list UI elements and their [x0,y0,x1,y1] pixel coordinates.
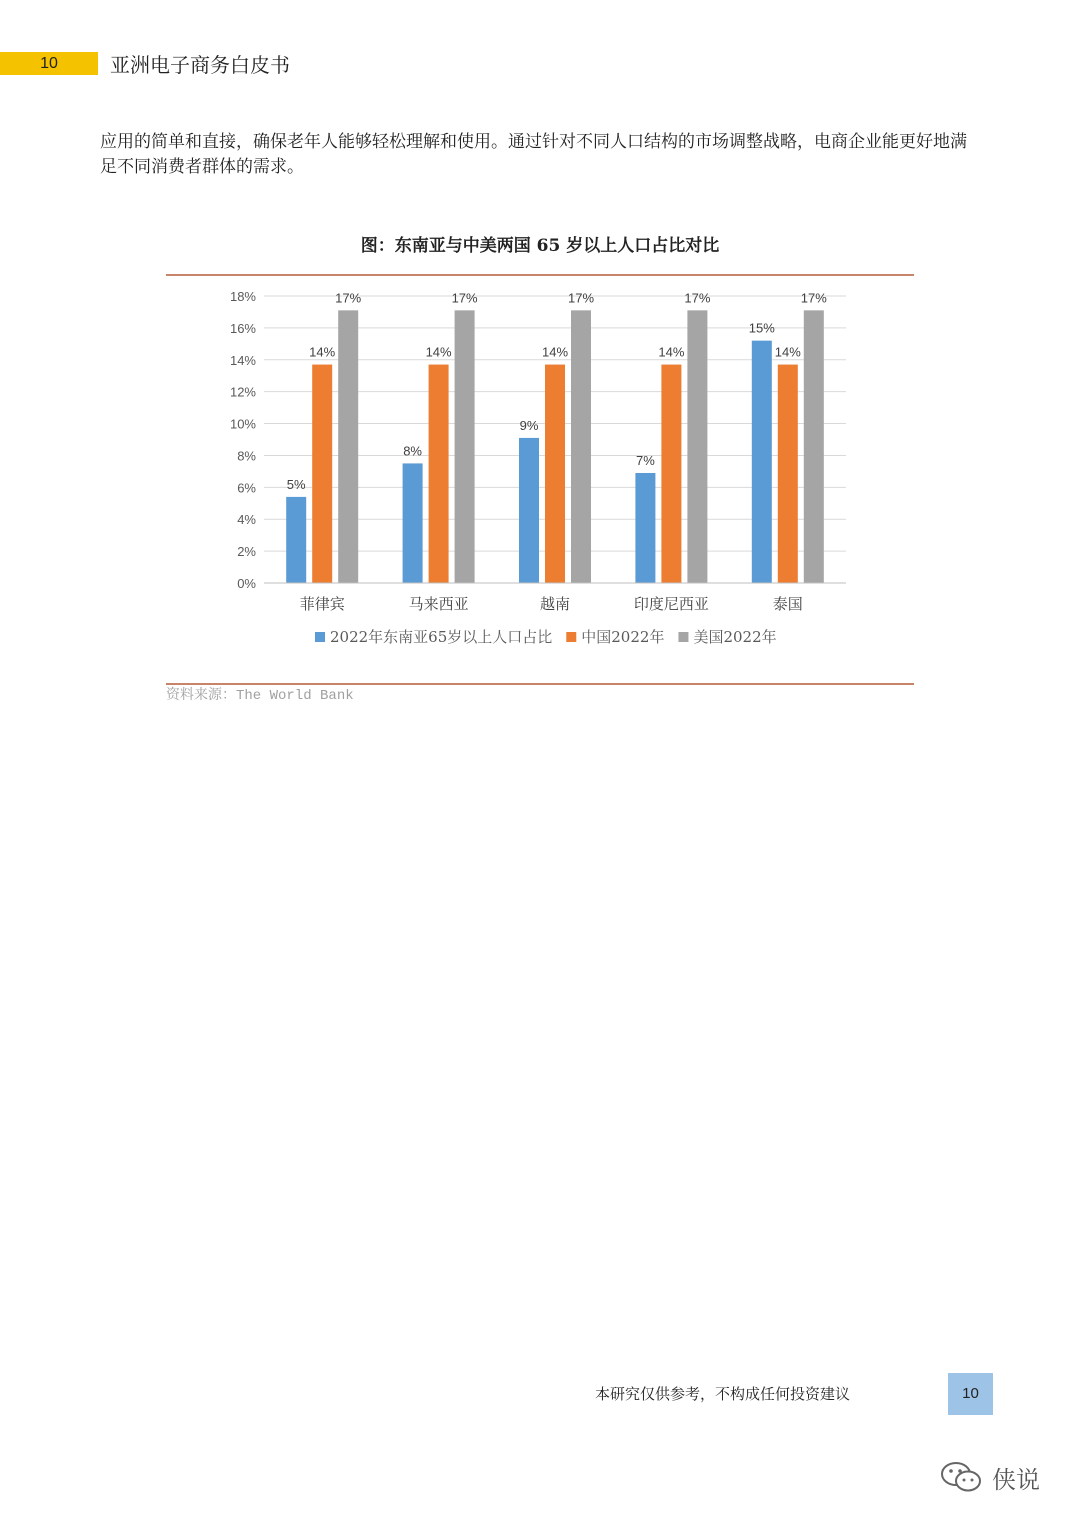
y-tick-label: 2% [237,544,256,560]
data-label: 14% [658,344,685,360]
legend-swatch [315,632,325,642]
data-label: 14% [774,344,801,360]
data-label: 14% [309,344,336,360]
bar [338,310,358,583]
y-tick-label: 8% [237,448,256,464]
bar [804,310,824,583]
data-label: 8% [403,443,422,459]
y-tick-label: 12% [229,384,256,400]
source-note: 资料来源：The World Bank [166,688,354,704]
data-label: 17% [567,290,595,306]
y-tick-label: 18% [229,289,256,304]
bar [661,365,681,583]
legend-swatch [566,632,576,642]
bar [752,341,772,583]
x-tick-label: 菲律宾 [299,595,345,613]
legend-swatch [678,632,688,642]
y-tick-label: 16% [229,320,256,336]
data-label: 7% [636,452,655,468]
wechat-icon [940,1460,984,1494]
x-tick-label: 马来西亚 [408,595,469,613]
legend-label: 中国2022年 [581,628,665,646]
data-label: 14% [541,344,569,360]
data-label: 17% [684,290,711,306]
figure-bottom-rule [166,683,914,685]
document-title: 亚洲电子商务白皮书 [110,53,290,77]
x-tick-label: 泰国 [772,595,803,613]
watermark-text: 侠说 [992,1465,1040,1494]
bar [455,310,475,583]
bar [571,310,591,583]
y-tick-label: 4% [237,512,256,528]
y-tick-label: 14% [229,352,256,368]
bar [635,473,655,583]
bar [312,365,332,583]
legend-label: 2022年东南亚65岁以上人口占比 [330,628,553,646]
bar [545,365,565,583]
bar [519,438,539,583]
body-paragraph: 应用的简单和直接，确保老年人能够轻松理解和使用。通过针对不同人口结构的市场调整战略，电商企业能更好地满足不同消费者群体的需求。 [100,132,967,177]
data-label: 17% [800,290,827,306]
data-label: 5% [286,476,306,492]
data-label: 14% [425,344,452,360]
x-tick-label: 越南 [539,595,571,613]
footer-page-number: 10 [948,1373,993,1415]
page-number-tab: 10 [0,52,98,75]
y-tick-label: 6% [237,480,256,496]
bar [778,365,798,583]
bar-chart [166,276,914,682]
data-label: 15% [748,320,775,336]
bar [403,463,423,583]
footer-disclaimer: 本研究仅供参考，不构成任何投资建议 [595,1385,851,1403]
data-label: 9% [519,417,539,433]
data-label: 17% [451,290,478,306]
figure-title: 图：东南亚与中美两国 65 岁以上人口占比对比 [360,236,720,256]
y-tick-label: 10% [229,416,256,432]
x-tick-label: 印度尼西亚 [633,595,709,613]
watermark [940,1460,1040,1494]
bar [687,310,707,583]
y-tick-label: 0% [237,576,256,591]
data-label: 17% [335,290,362,306]
bar [286,497,306,583]
legend-label: 美国2022年 [693,628,777,646]
bar [429,365,449,583]
